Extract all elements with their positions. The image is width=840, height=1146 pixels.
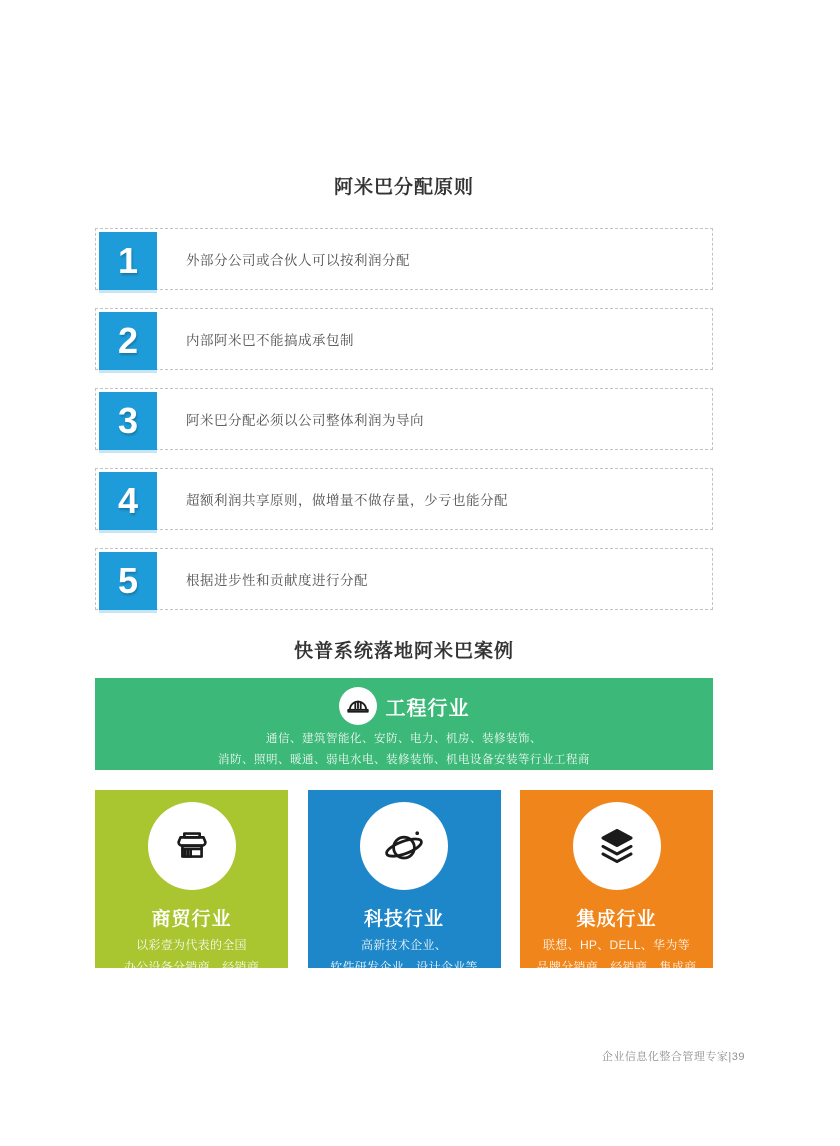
banner-industries-line1: 通信、建筑智能化、安防、电力、机房、装修装饰、 bbox=[266, 733, 542, 745]
principle-number-badge: 4 bbox=[99, 472, 157, 530]
card-text-line2: 办公设备分销商、经销商 bbox=[123, 960, 260, 974]
card-text-line2: 软件研发企业、设计企业等 bbox=[330, 960, 478, 974]
card-text-line1: 联想、HP、DELL、华为等 bbox=[543, 938, 690, 952]
principle-number-badge: 1 bbox=[99, 232, 157, 290]
principle-row bbox=[95, 468, 713, 530]
banner-title: 工程行业 bbox=[385, 697, 470, 720]
principle-number-badge: 2 bbox=[99, 312, 157, 370]
card-text-line1: 高新技术企业、 bbox=[360, 938, 448, 952]
principle-text: 内部阿米巴不能搞成承包制 bbox=[186, 333, 354, 348]
principle-text: 外部分公司或合伙人可以按利润分配 bbox=[186, 253, 410, 268]
banner-header bbox=[95, 678, 713, 725]
page-footer: 企业信息化整合管理专家|39 bbox=[601, 1051, 745, 1063]
card-text-line1: 以彩壹为代表的全国 bbox=[136, 938, 247, 952]
card-title: 集成行业 bbox=[576, 909, 657, 930]
principle-row bbox=[95, 308, 713, 370]
page-title: 阿米巴分配原则 bbox=[333, 177, 474, 198]
principle-text: 根据进步性和贡献度进行分配 bbox=[186, 573, 368, 588]
principle-text: 阿米巴分配必须以公司整体利润为导向 bbox=[186, 413, 424, 428]
engineering-industry-banner bbox=[95, 678, 713, 770]
section-title-cases: 快普系统落地阿米巴案例 bbox=[293, 641, 514, 662]
industry-cards bbox=[95, 790, 713, 974]
storefront-icon bbox=[148, 802, 236, 890]
industry-card-integration bbox=[520, 790, 713, 974]
principle-row bbox=[95, 388, 713, 450]
principle-number-badge: 3 bbox=[99, 392, 157, 450]
card-title: 商贸行业 bbox=[151, 909, 232, 930]
industry-card-technology bbox=[308, 790, 501, 974]
principle-text: 超额利润共享原则，做增量不做存量，少亏也能分配 bbox=[186, 493, 508, 508]
planet-icon bbox=[360, 802, 448, 890]
card-title: 科技行业 bbox=[363, 909, 444, 930]
principle-row bbox=[95, 548, 713, 610]
industry-card-trade bbox=[95, 790, 288, 974]
layers-icon bbox=[573, 802, 661, 890]
hard-hat-icon bbox=[339, 687, 377, 725]
card-text-line2: 品牌分销商、经销商、集成商 bbox=[536, 960, 697, 974]
banner-industries-line2: 消防、照明、暖通、弱电水电、装修装饰、机电设备安装等行业工程商 bbox=[218, 754, 590, 766]
principle-number-badge: 5 bbox=[99, 552, 157, 610]
principle-row bbox=[95, 228, 713, 290]
